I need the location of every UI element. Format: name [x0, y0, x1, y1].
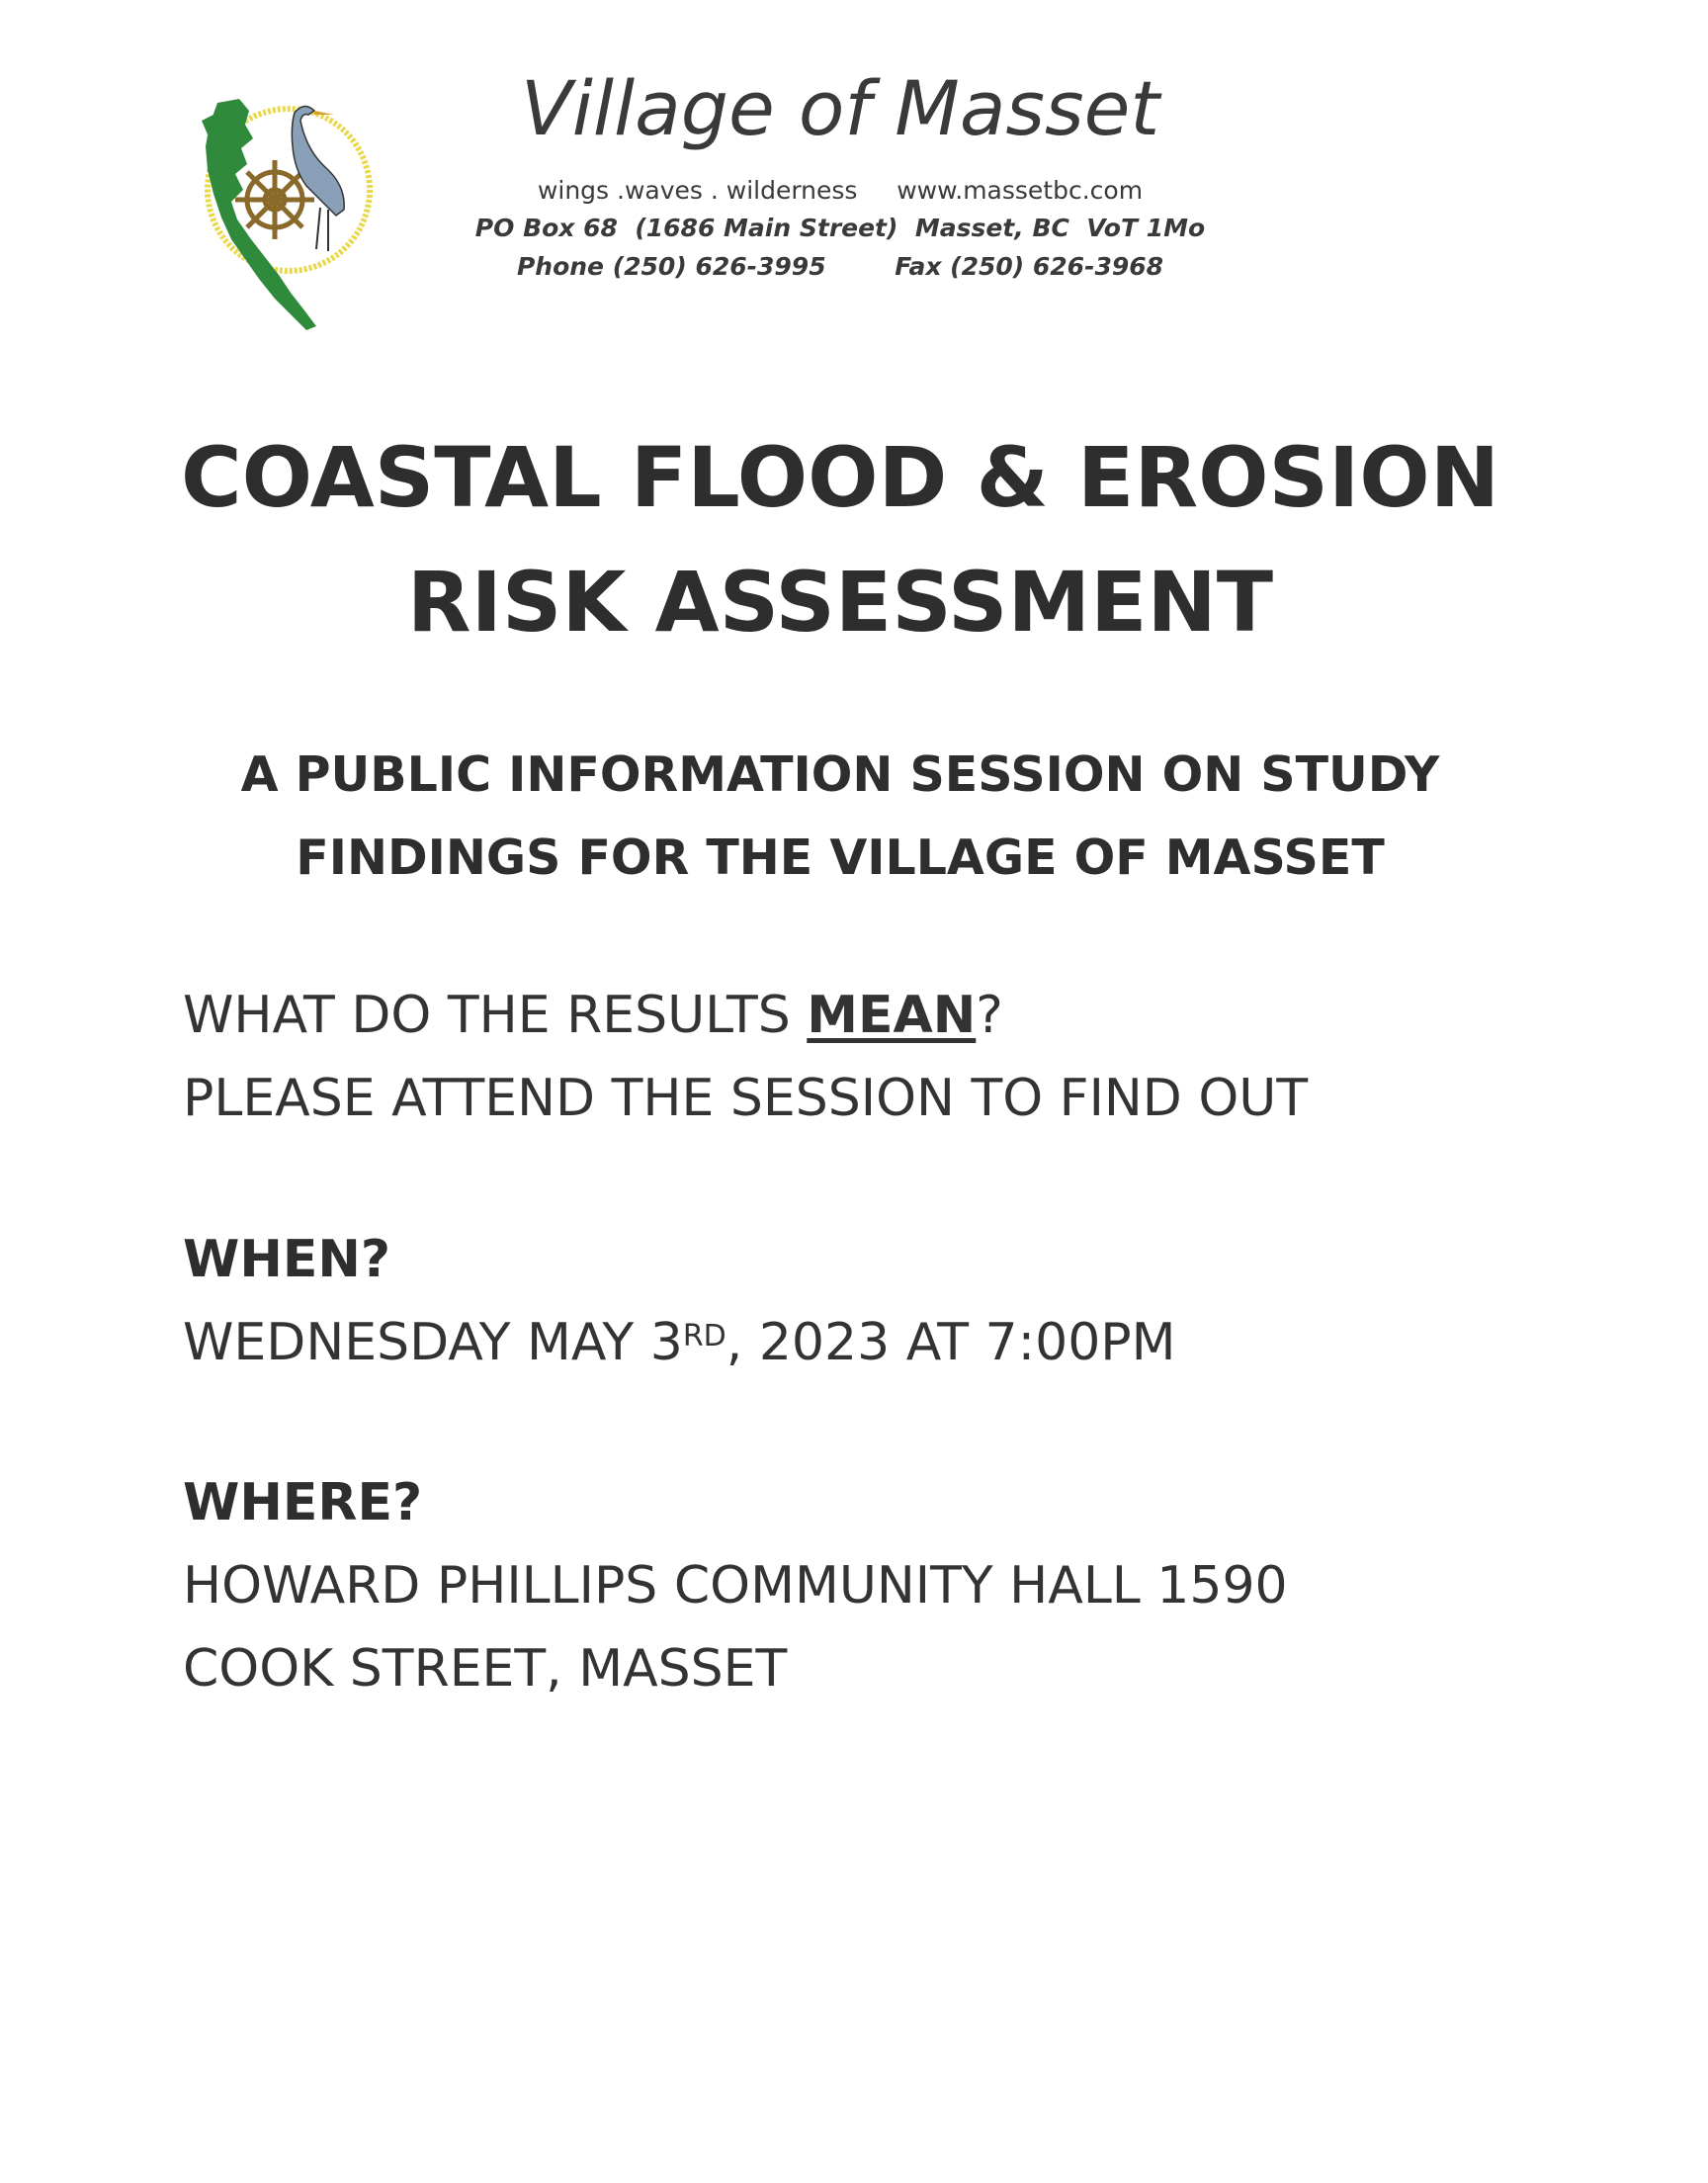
question-prefix: WHAT DO THE RESULTS	[183, 986, 808, 1045]
attend-line: PLEASE ATTEND THE SESSION TO FIND OUT	[183, 1069, 1309, 1128]
question-line	[183, 974, 1567, 1057]
when-section	[183, 1218, 1567, 1384]
title-line-1: COASTAL FLOOD & EROSION	[181, 429, 1499, 526]
question-section	[183, 974, 1567, 1140]
question-emphasis: MEAN	[807, 986, 977, 1045]
phone-number: Phone (250) 626-3995	[516, 252, 826, 281]
title-line-2: RISK ASSESSMENT	[406, 554, 1274, 651]
date-suffix: , 2023 AT 7:00PM	[726, 1313, 1176, 1372]
venue-line-2: COOK STREET, MASSET	[183, 1639, 788, 1699]
where-section	[183, 1461, 1567, 1710]
subtitle-line-1: A PUBLIC INFORMATION SESSION ON STUDY	[240, 746, 1440, 803]
date-ordinal: RD	[682, 1319, 726, 1353]
village-logo-icon	[188, 91, 376, 334]
mailing-address: PO Box 68 (1686 Main Street) Masset, BC VoT 1Mo	[474, 214, 1206, 242]
question-suffix: ?	[976, 986, 1003, 1045]
venue-line-1: HOWARD PHILLIPS COMMUNITY HALL 1590	[183, 1556, 1288, 1615]
fax-number: Fax (250) 626-3968	[895, 252, 1164, 281]
where-heading: WHERE?	[183, 1473, 423, 1532]
tagline: wings .waves . wilderness	[537, 176, 858, 205]
subtitle	[148, 734, 1532, 900]
date-prefix: WEDNESDAY MAY 3	[183, 1313, 683, 1372]
tagline-line	[425, 176, 1255, 205]
contact-line	[425, 252, 1255, 281]
org-name: Village of Masset	[520, 64, 1160, 152]
event-date	[183, 1301, 1567, 1384]
website-link[interactable]: www.massetbc.com	[897, 176, 1144, 205]
subtitle-line-2: FINDINGS FOR THE VILLAGE OF MASSET	[296, 830, 1385, 886]
page-title	[99, 415, 1581, 664]
when-heading: WHEN?	[183, 1230, 391, 1289]
